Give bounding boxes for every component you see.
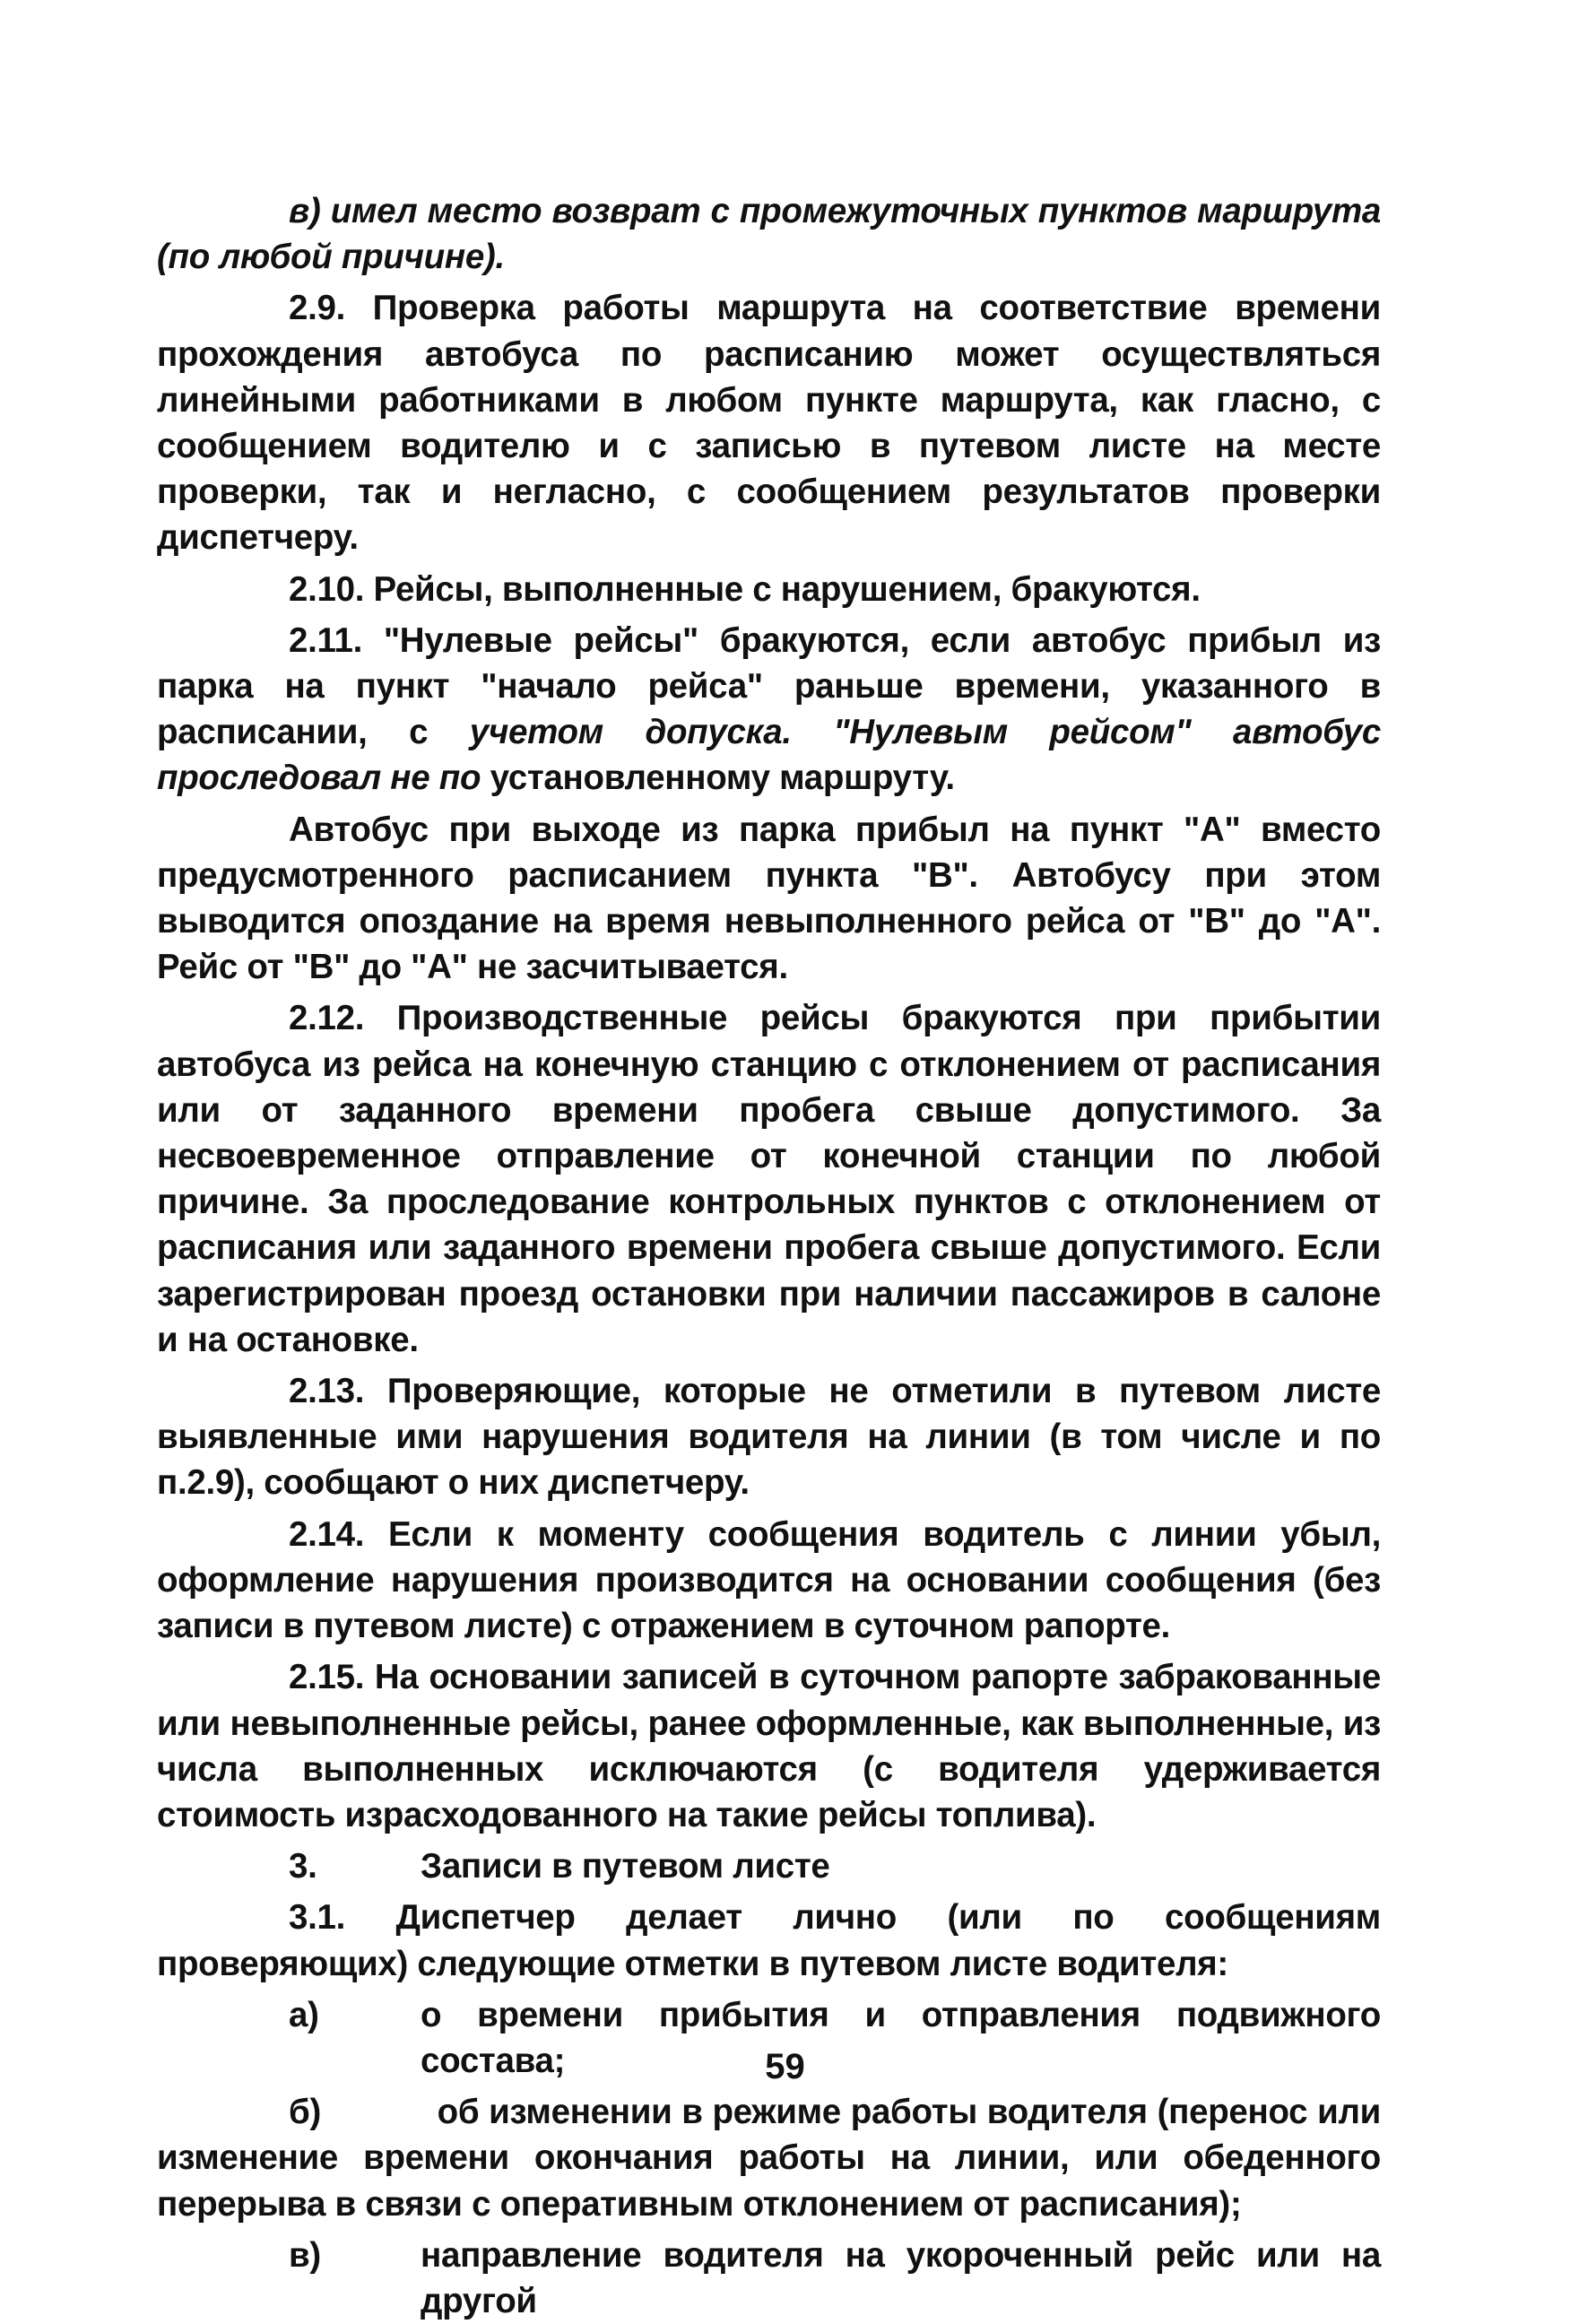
- section-3-heading: [157, 1843, 1381, 1889]
- list-item-v: [157, 2233, 1381, 2324]
- paragraph-return-clause: в) имел место возврат с промежуточных пунктов маршрута (по любой причине).: [157, 192, 1381, 277]
- document-page: [157, 188, 1381, 2324]
- paragraph-2-13: 2.13. Проверяющие, которые не отметили в путевом листе выявленные ими нарушения водителя на линии (в том числе и по п.2.9), сообщают о них диспетчеру.: [157, 1372, 1381, 1503]
- paragraph-2-15: 2.15. На основании записей в суточном рапорте забракованные или невыполненные рейсы, ранее оформленные, как выполненные, из числа выполненных исключаются (с водителя удерживается стоимость израсходованного на такие рейсы топлива).: [157, 1658, 1381, 1834]
- paragraph-2-11-part-b: учетом допуска. "Нулевым рейсом" автобус проследовал не по: [157, 713, 1381, 798]
- paragraph-2-12: 2.12. Производственные рейсы бракуются при прибытии автобуса из рейса на конечную станцию с отклонением от расписания или от заданного времени пробега свыше допустимого. За несвоевременное отправление от конечной станции по любой причине. За проследование контрольных пунктов с отклонением от расписания или заданного времени пробега свыше допустимого. Если зарегистрирован проезд остановки при наличии пассажиров в салоне и на остановке.: [157, 999, 1381, 1359]
- list-marker: в): [289, 2235, 321, 2275]
- section-title: Записи в путевом листе: [421, 1847, 830, 1886]
- list-item-b: [157, 2089, 1381, 2227]
- paragraph-2-10: 2.10. Рейсы, выполненные с нарушением, бракуются.: [289, 569, 1201, 609]
- paragraph-2-14: 2.14. Если к моменту сообщения водитель с линии убыл, оформление нарушения производится на основании сообщения (без записи в путевом листе) с отражением в суточном рапорте.: [157, 1514, 1381, 1646]
- list-text: о времени прибытия и отправления подвижного состава;: [421, 1995, 1381, 2080]
- paragraph-2-11-part-c: установленному маршруту.: [481, 759, 955, 798]
- paragraph-bus-example: Автобус при выходе из парка прибыл на пункт "А" вместо предусмотренного расписанием пункта "В". Автобусу при этом выводится опоздание на время невыполненного рейса от "В" до "А". Рейс от "В" до "А" не засчитывается.: [157, 810, 1381, 987]
- paragraph-2-11-part-a: 2.11. "Нулевые рейсы" бракуются, если автобус прибыл из парка на пункт "начало рейса" раньше времени, указанного в расписании, с: [157, 620, 1381, 752]
- paragraph-2-9: 2.9. Проверка работы маршрута на соответствие времени прохождения автобуса по расписанию может осуществляться линейными работниками в любом пункте маршрута, как гласно, с сообщением водителю и с записью в путевом листе на месте проверки, так и негласно, с сообщением результатов проверки диспетчеру.: [157, 289, 1381, 558]
- list-text: направление водителя на укороченный рейс или на другой: [421, 2235, 1381, 2320]
- list-marker: а): [289, 1995, 319, 2034]
- list-text: об изменении в режиме работы водителя (перенос или изменение времени окончания работы на линии, или обеденного перерыва в связи с оперативным отклонением от расписания);: [157, 2093, 1381, 2224]
- list-marker: б): [289, 2093, 322, 2132]
- paragraph-2-11: [157, 618, 1381, 802]
- section-number: 3.: [289, 1847, 317, 1886]
- page-number: 59: [765, 2047, 805, 2086]
- paragraph-3-1: 3.1. Диспетчер делает лично (или по сообщениям проверяющих) следующие отметки в путевом листе водителя:: [157, 1898, 1381, 1983]
